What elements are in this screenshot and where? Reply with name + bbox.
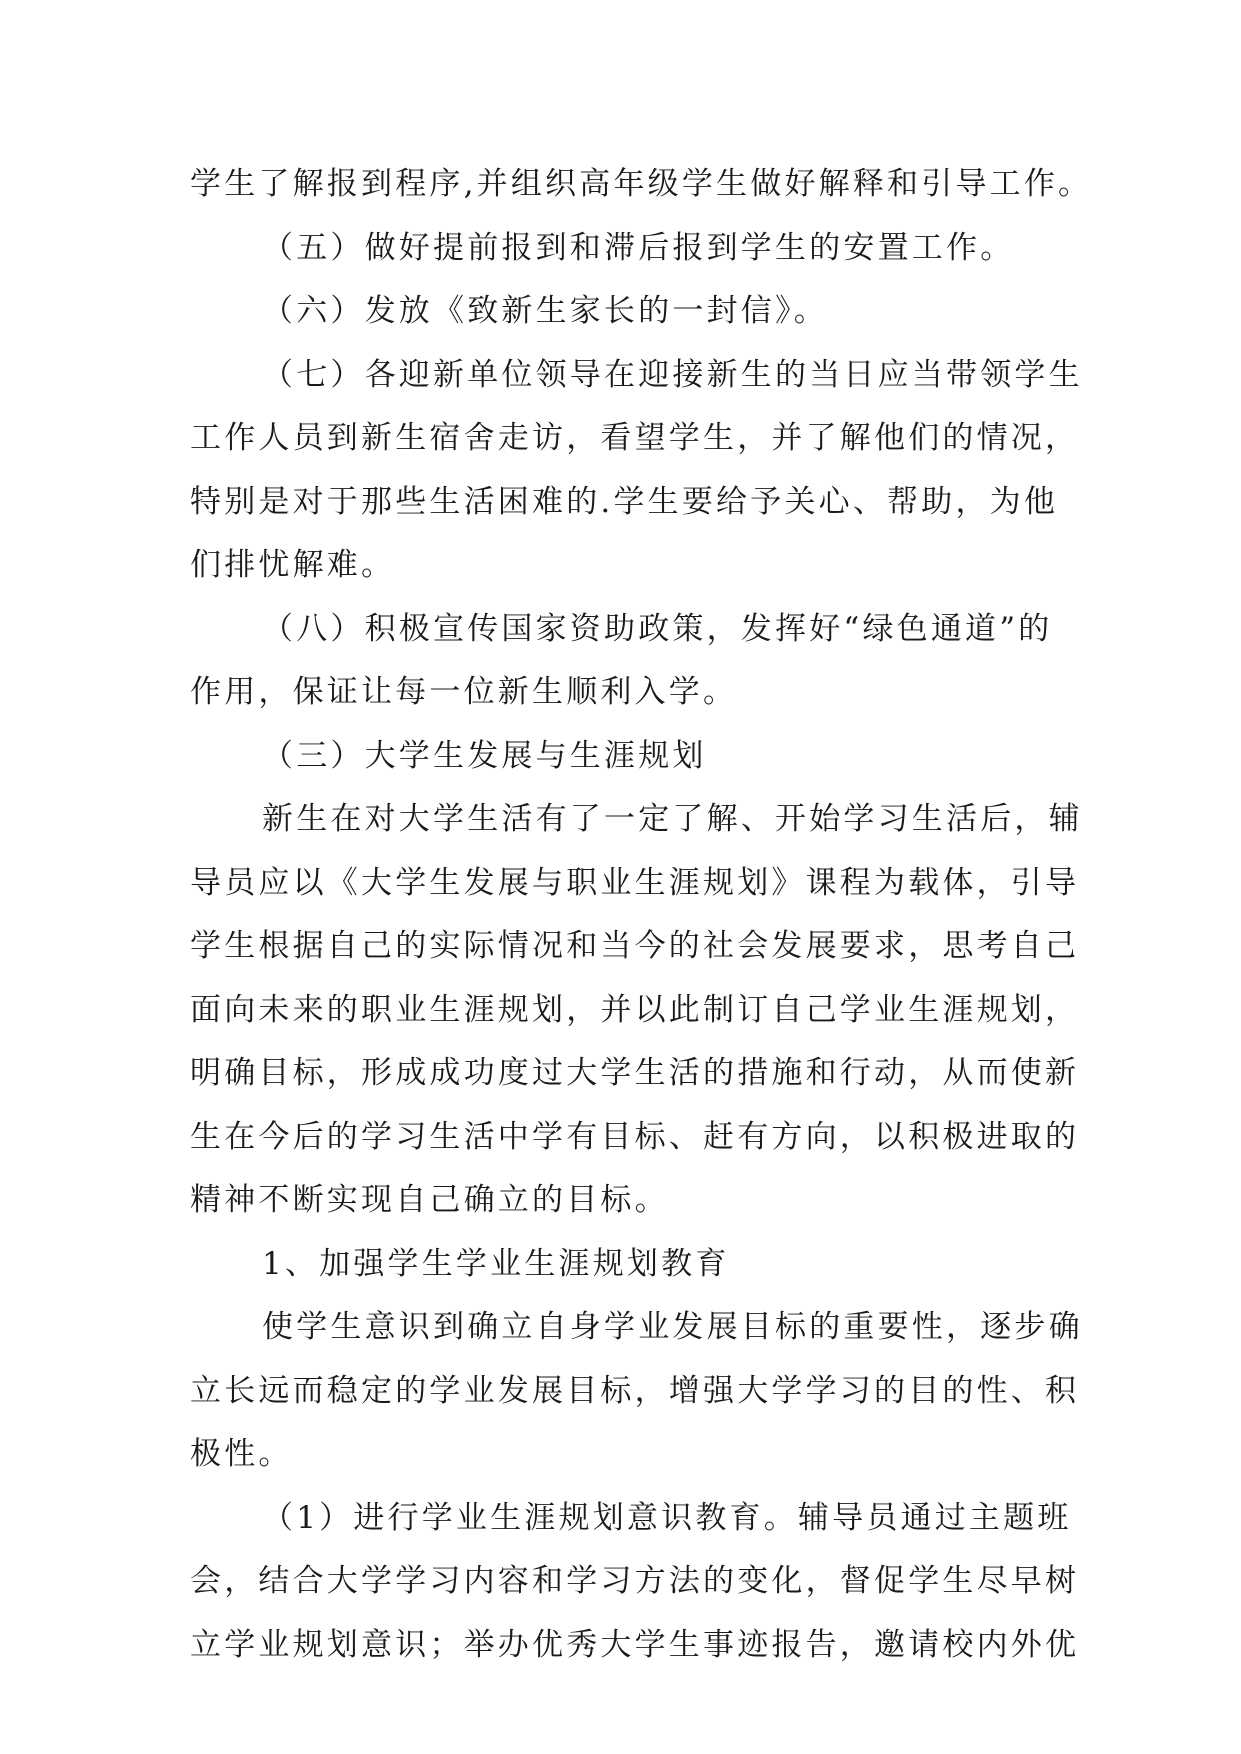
text-line: （三）大学生发展与生涯规划 <box>262 737 707 774</box>
text-line: 导员应以《大学生发展与职业生涯规划》课程为载体，引导 <box>190 864 1080 901</box>
text-line: （六）发放《致新生家长的一封信》。 <box>262 293 828 329</box>
text-line: 特别是对于那些生活困难的.学生要给予关心、帮助，为他 <box>190 483 1059 520</box>
document-body <box>190 153 1093 1677</box>
text-line: 立学业规划意识；举办优秀大学生事迹报告，邀请校内外优 <box>190 1626 1080 1663</box>
text-line: 面向未来的职业生涯规划，并以此制订自己学业生涯规划， <box>190 991 1080 1028</box>
text-line: 1、加强学生学业生涯规划教育 <box>262 1245 730 1282</box>
text-line: 新生在对大学生活有了一定了解、开始学习生活后，辅 <box>262 801 1083 837</box>
text-line: 学生了解报到程序,并组织高年级学生做好解释和引导工作。 <box>190 166 1093 202</box>
text-line: 作用，保证让每一位新生顺利入学。 <box>190 674 738 710</box>
text-line: 使学生意识到确立自身学业发展目标的重要性，逐步确 <box>262 1309 1083 1345</box>
text-line: （八）积极宣传国家资助政策，发挥好“绿色通道”的 <box>262 610 1053 647</box>
text-line: （1）进行学业生涯规划意识教育。辅导员通过主题班 <box>262 1499 1072 1536</box>
text-line: 立长远而稳定的学业发展目标，增强大学学习的目的性、积 <box>190 1372 1080 1409</box>
text-line: 工作人员到新生宿舍走访，看望学生，并了解他们的情况， <box>190 420 1080 456</box>
text-line: 极性。 <box>190 1436 293 1472</box>
text-line: 们排忧解难。 <box>190 547 396 583</box>
text-line: 会，结合大学学习内容和学习方法的变化，督促学生尽早树 <box>190 1563 1080 1599</box>
text-line: （七）各迎新单位领导在迎接新生的当日应当带领学生 <box>262 356 1083 393</box>
text-line: 明确目标，形成成功度过大学生活的措施和行动，从而使新 <box>190 1055 1080 1091</box>
text-line: 学生根据自己的实际情况和当今的社会发展要求，思考自己 <box>190 928 1080 964</box>
text-line: 精神不断实现自己确立的目标。 <box>190 1182 669 1218</box>
text-line: 生在今后的学习生活中学有目标、赶有方向，以积极进取的 <box>190 1118 1080 1155</box>
text-line: （五）做好提前报到和滞后报到学生的安置工作。 <box>262 229 1015 266</box>
